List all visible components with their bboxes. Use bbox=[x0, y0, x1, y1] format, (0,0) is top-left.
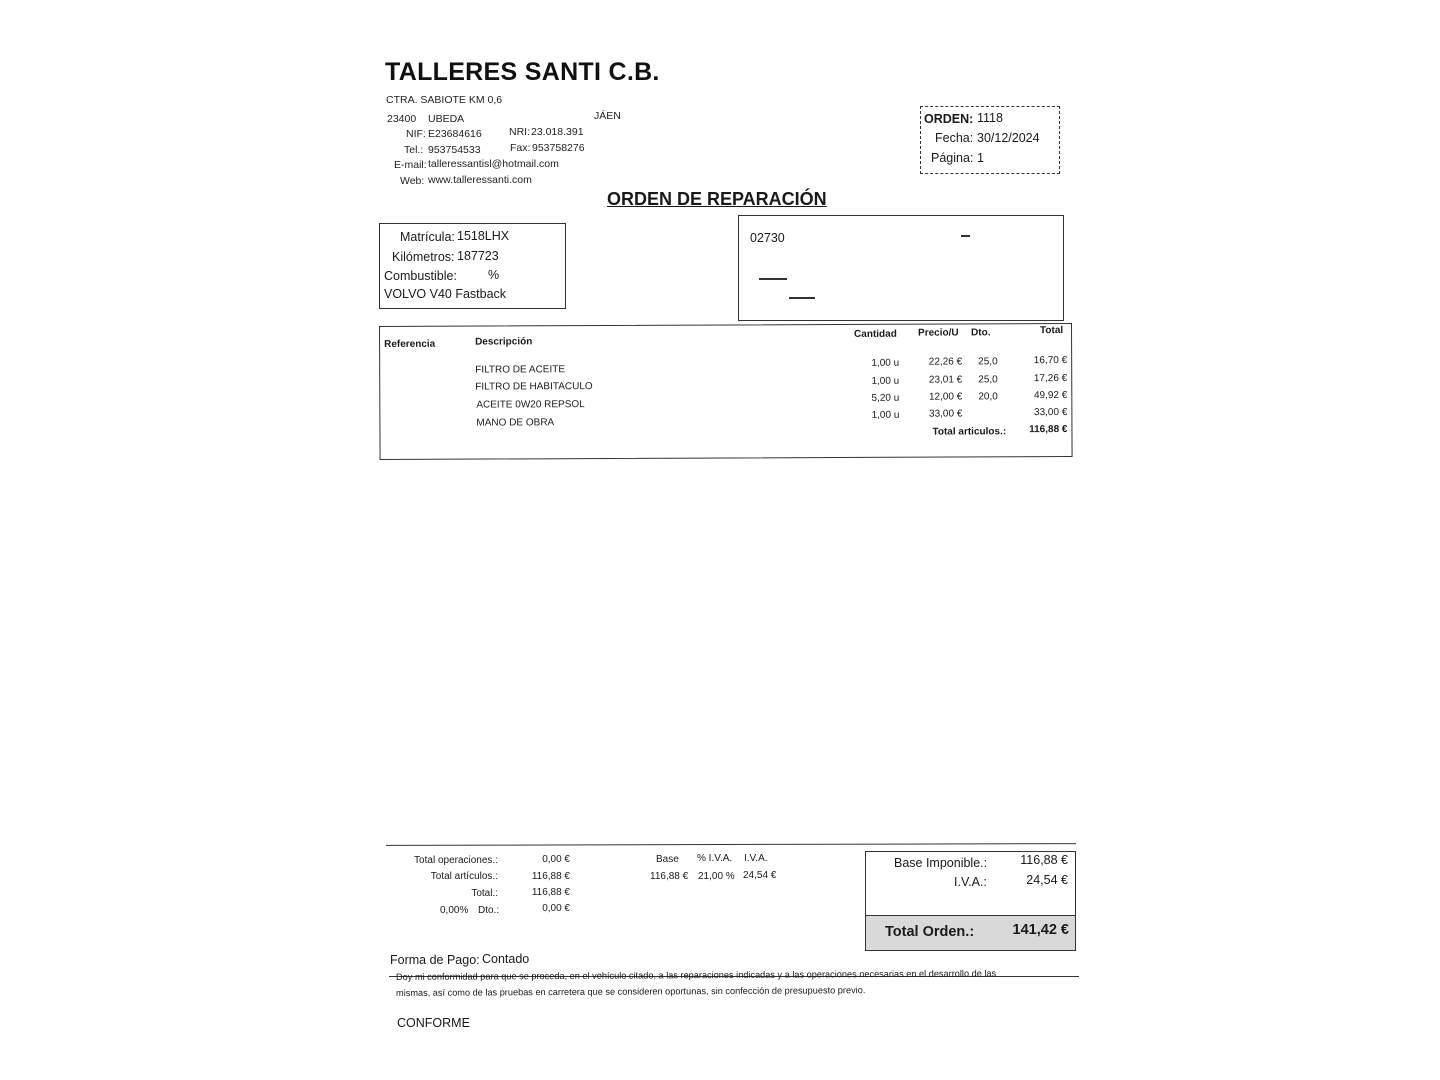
document-title: ORDEN DE REPARACIÓN bbox=[607, 189, 827, 209]
row-descripcion: ACEITE 0W20 REPSOL bbox=[476, 399, 585, 411]
base-imponible-label: Base Imponible.: bbox=[894, 856, 988, 870]
email-label: E-mail: bbox=[394, 159, 427, 171]
row-descripcion: MANO DE OBRA bbox=[476, 417, 555, 429]
header-total: Total bbox=[1040, 325, 1064, 337]
dto-label: Dto.: bbox=[478, 905, 500, 916]
order-info-box bbox=[920, 106, 1060, 174]
row-descripcion: FILTRO DE HABITACULO bbox=[475, 381, 593, 393]
total-orden-value: 141,42 € bbox=[1012, 922, 1069, 938]
total-articulos-label: Total artículos.: bbox=[430, 871, 498, 882]
fax-label: Fax: bbox=[510, 142, 531, 154]
tel-label: Tel.: bbox=[404, 144, 424, 156]
row-precio: 22,26 € bbox=[928, 356, 963, 368]
row-dto: 25,0 bbox=[978, 356, 998, 368]
fecha-value: 30/12/2024 bbox=[977, 131, 1040, 145]
fax-value: 953758276 bbox=[532, 142, 585, 154]
pagina-value: 1 bbox=[977, 151, 984, 165]
km-label: Kilómetros: bbox=[392, 250, 455, 264]
disclaimer-line-2: mismas, así como de las pruebas en carretera que se consideren oportunas, sin confección de presupuesto previo. bbox=[396, 985, 866, 998]
row-cantidad: 1,00 u bbox=[871, 375, 900, 387]
row-dto: 20,0 bbox=[978, 391, 998, 403]
matricula-label: Matrícula: bbox=[400, 230, 455, 244]
header-descripcion: Descripción bbox=[475, 336, 533, 348]
total-operaciones-label: Total operaciones.: bbox=[414, 855, 498, 866]
web-label: Web: bbox=[400, 175, 425, 187]
row-total: 33,00 € bbox=[1033, 406, 1068, 419]
nri-value: 23.018.391 bbox=[531, 126, 584, 138]
iva-sum-value: 24,54 € bbox=[1026, 873, 1068, 887]
items-total-label: Total articulos.: bbox=[932, 426, 1007, 438]
tel-value: 953754533 bbox=[428, 144, 481, 156]
company-province: JÁEN bbox=[594, 110, 621, 122]
km-value: 187723 bbox=[457, 249, 499, 263]
row-total: 49,92 € bbox=[1033, 389, 1068, 402]
company-postal-code: 23400 bbox=[387, 113, 417, 125]
row-descripcion: FILTRO DE ACEITE bbox=[475, 364, 566, 376]
vehicle-model: VOLVO V40 Fastback bbox=[384, 287, 507, 301]
web-value: www.talleressanti.com bbox=[428, 174, 532, 186]
fecha-label: Fecha: bbox=[935, 131, 974, 145]
company-city: UBEDA bbox=[428, 113, 465, 125]
conforme-label: CONFORME bbox=[397, 1016, 470, 1030]
iva-table-iva-label: I.V.A. bbox=[744, 853, 768, 864]
company-name: TALLERES SANTI C.B. bbox=[385, 58, 660, 86]
nif-label: NIF: bbox=[406, 128, 426, 140]
orden-value: 1118 bbox=[977, 111, 1003, 125]
row-dto: 25,0 bbox=[978, 374, 998, 386]
orden-label: ORDEN: bbox=[924, 112, 974, 126]
row-cantidad: 5,20 u bbox=[871, 392, 900, 404]
row-precio: 23,01 € bbox=[928, 374, 963, 386]
iva-table-base-value: 116,88 € bbox=[650, 871, 689, 882]
customer-box bbox=[738, 215, 1064, 321]
dto-value: 0,00 € bbox=[542, 903, 570, 914]
iva-table-base-label: Base bbox=[656, 854, 679, 865]
iva-table-iva-value: 24,54 € bbox=[743, 870, 777, 881]
redaction-mark bbox=[759, 278, 787, 280]
total-value: 116,88 € bbox=[531, 887, 570, 898]
payment-value: Contado bbox=[482, 952, 530, 966]
header-referencia: Referencia bbox=[384, 338, 436, 350]
total-orden-label: Total Orden.: bbox=[885, 924, 975, 940]
header-dto: Dto. bbox=[971, 327, 991, 339]
payment-label: Forma de Pago: bbox=[390, 953, 480, 967]
row-total: 17,26 € bbox=[1033, 372, 1068, 385]
pagina-label: Página: bbox=[931, 151, 974, 165]
dto-pct: 0,00% bbox=[440, 905, 469, 916]
iva-table-pct-value: 21,00 % bbox=[698, 871, 735, 882]
customer-code: 02730 bbox=[750, 231, 785, 245]
redaction-mark bbox=[961, 235, 970, 237]
nri-label: NRI: bbox=[509, 126, 530, 138]
company-address: CTRA. SABIOTE KM 0,6 bbox=[386, 94, 503, 106]
items-total-value: 116,88 € bbox=[1029, 423, 1068, 436]
base-imponible-value: 116,88 € bbox=[1020, 853, 1068, 867]
row-precio: 12,00 € bbox=[928, 391, 963, 403]
vehicle-box bbox=[379, 223, 566, 309]
total-label: Total.: bbox=[471, 888, 498, 899]
summary-box bbox=[865, 851, 1076, 951]
redaction-mark bbox=[789, 297, 815, 299]
iva-sum-label: I.V.A.: bbox=[954, 875, 987, 889]
total-operaciones-value: 0,00 € bbox=[542, 854, 570, 865]
email-value: talleressantisl@hotmail.com bbox=[428, 158, 559, 170]
row-cantidad: 1,00 u bbox=[871, 357, 900, 369]
header-precio: Precio/U bbox=[918, 327, 959, 339]
disclaimer-line-1: Doy mi conformidad para que se proceda, en el vehículo citado, a las reparaciones indicadas y a las operaciones necesarias en el desarrollo de las bbox=[396, 968, 997, 982]
combustible-label: Combustible: bbox=[384, 269, 457, 283]
row-total: 16,70 € bbox=[1033, 354, 1068, 367]
matricula-value: 1518LHX bbox=[457, 229, 510, 243]
items-table bbox=[379, 323, 1073, 460]
totals-divider bbox=[386, 843, 1076, 846]
combustible-unit: % bbox=[488, 268, 500, 282]
total-orden-band bbox=[866, 915, 1075, 950]
total-articulos-value: 116,88 € bbox=[531, 871, 570, 882]
header-cantidad: Cantidad bbox=[854, 328, 897, 340]
nif-value: E23684616 bbox=[428, 128, 482, 140]
row-cantidad: 1,00 u bbox=[871, 409, 900, 421]
iva-table-pct-label: % I.V.A. bbox=[697, 853, 733, 864]
row-precio: 33,00 € bbox=[928, 408, 963, 420]
